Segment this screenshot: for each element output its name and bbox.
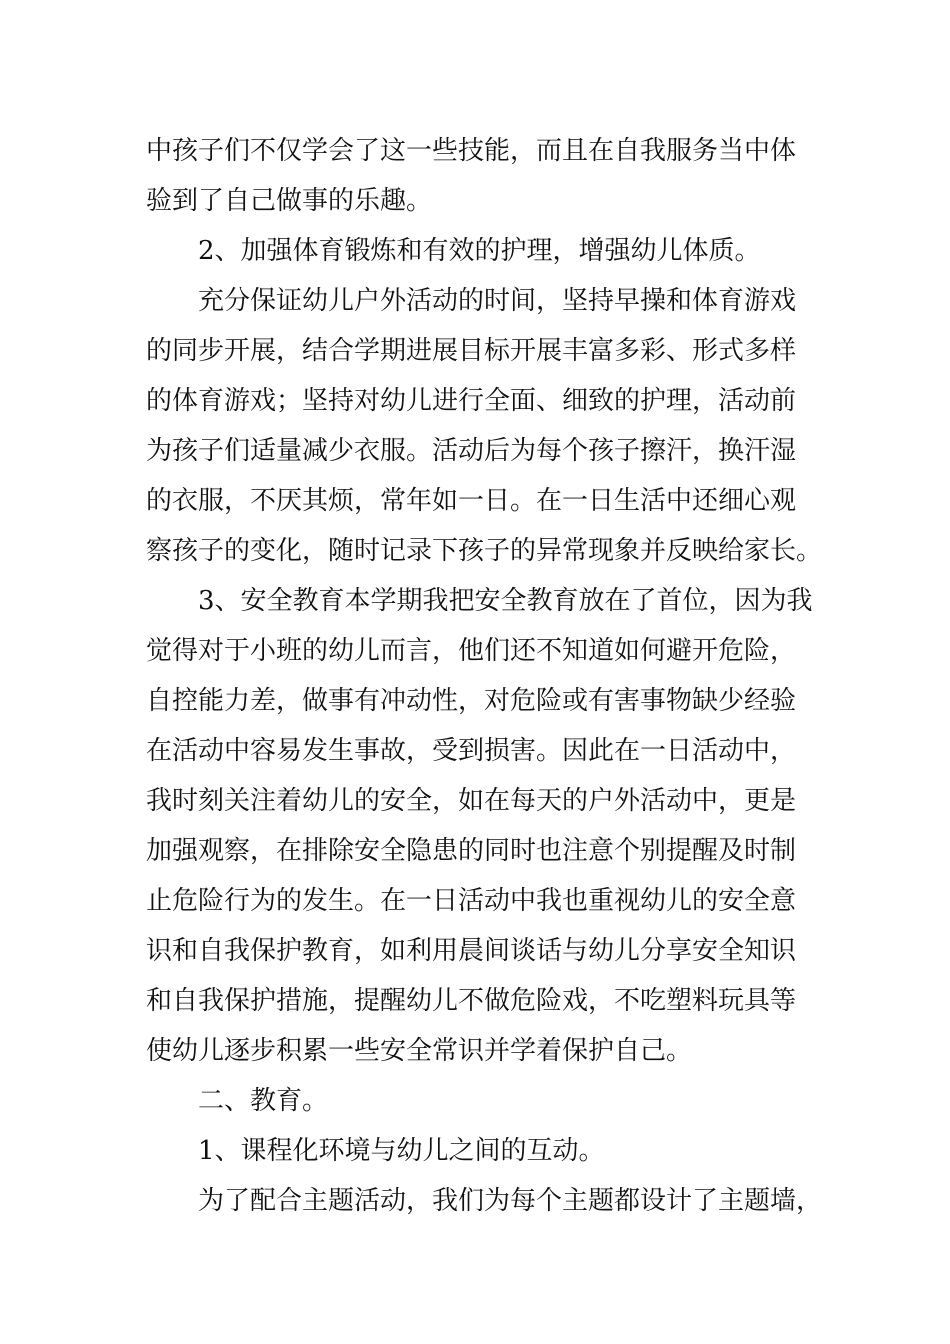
subsection-heading: 1、课程化环境与幼儿之间的互动。 [198,1136,605,1166]
text-line: 识和自我保护教育，如利用晨间谈话与幼儿分享安全知识 [146,936,797,966]
paragraph-start: 充分保证幼儿户外活动的时间，坚持早操和体育游戏 [198,286,797,316]
section-heading: 3、安全教育本学期我把安全教育放在了首位，因为我 [198,586,813,616]
text-line: 在活动中容易发生事故，受到损害。因此在一日活动中， [146,736,797,766]
text-line: 我时刻关注着幼儿的安全，如在每天的户外活动中，更是 [146,786,797,816]
text-line: 察孩子的变化，随时记录下孩子的异常现象并反映给家长。 [146,536,823,566]
text-line: 止危险行为的发生。在一日活动中我也重视幼儿的安全意 [146,886,797,916]
paragraph-start: 为了配合主题活动，我们为每个主题都设计了主题墙， [198,1186,823,1216]
text-line: 验到了自己做事的乐趣。 [146,186,433,216]
text-line: 加强观察，在排除安全隐患的同时也注意个别提醒及时制 [146,836,797,866]
text-line: 的衣服，不厌其烦，常年如一日。在一日生活中还细心观 [146,486,797,516]
text-line: 中孩子们不仅学会了这一些技能，而且在自我服务当中体 [146,136,797,166]
text-line: 自控能力差，做事有冲动性，对危险或有害事物缺少经验 [146,686,797,716]
text-line: 觉得对于小班的幼儿而言，他们还不知道如何避开危险， [146,636,797,666]
text-line: 的同步开展，结合学期进展目标开展丰富多彩、形式多样 [146,336,797,366]
text-line: 使幼儿逐步积累一些安全常识并学着保护自己。 [146,1036,693,1066]
text-line: 的体育游戏；坚持对幼儿进行全面、细致的护理，活动前 [146,386,797,416]
text-line: 为孩子们适量减少衣服。活动后为每个孩子擦汗，换汗湿 [146,436,797,466]
section-heading: 2、加强体育锻炼和有效的护理，增强幼儿体质。 [198,236,761,266]
section-heading: 二、教育。 [198,1086,329,1116]
document-body [146,126,826,1226]
text-line: 和自我保护措施，提醒幼儿不做危险戏，不吃塑料玩具等 [146,986,797,1016]
